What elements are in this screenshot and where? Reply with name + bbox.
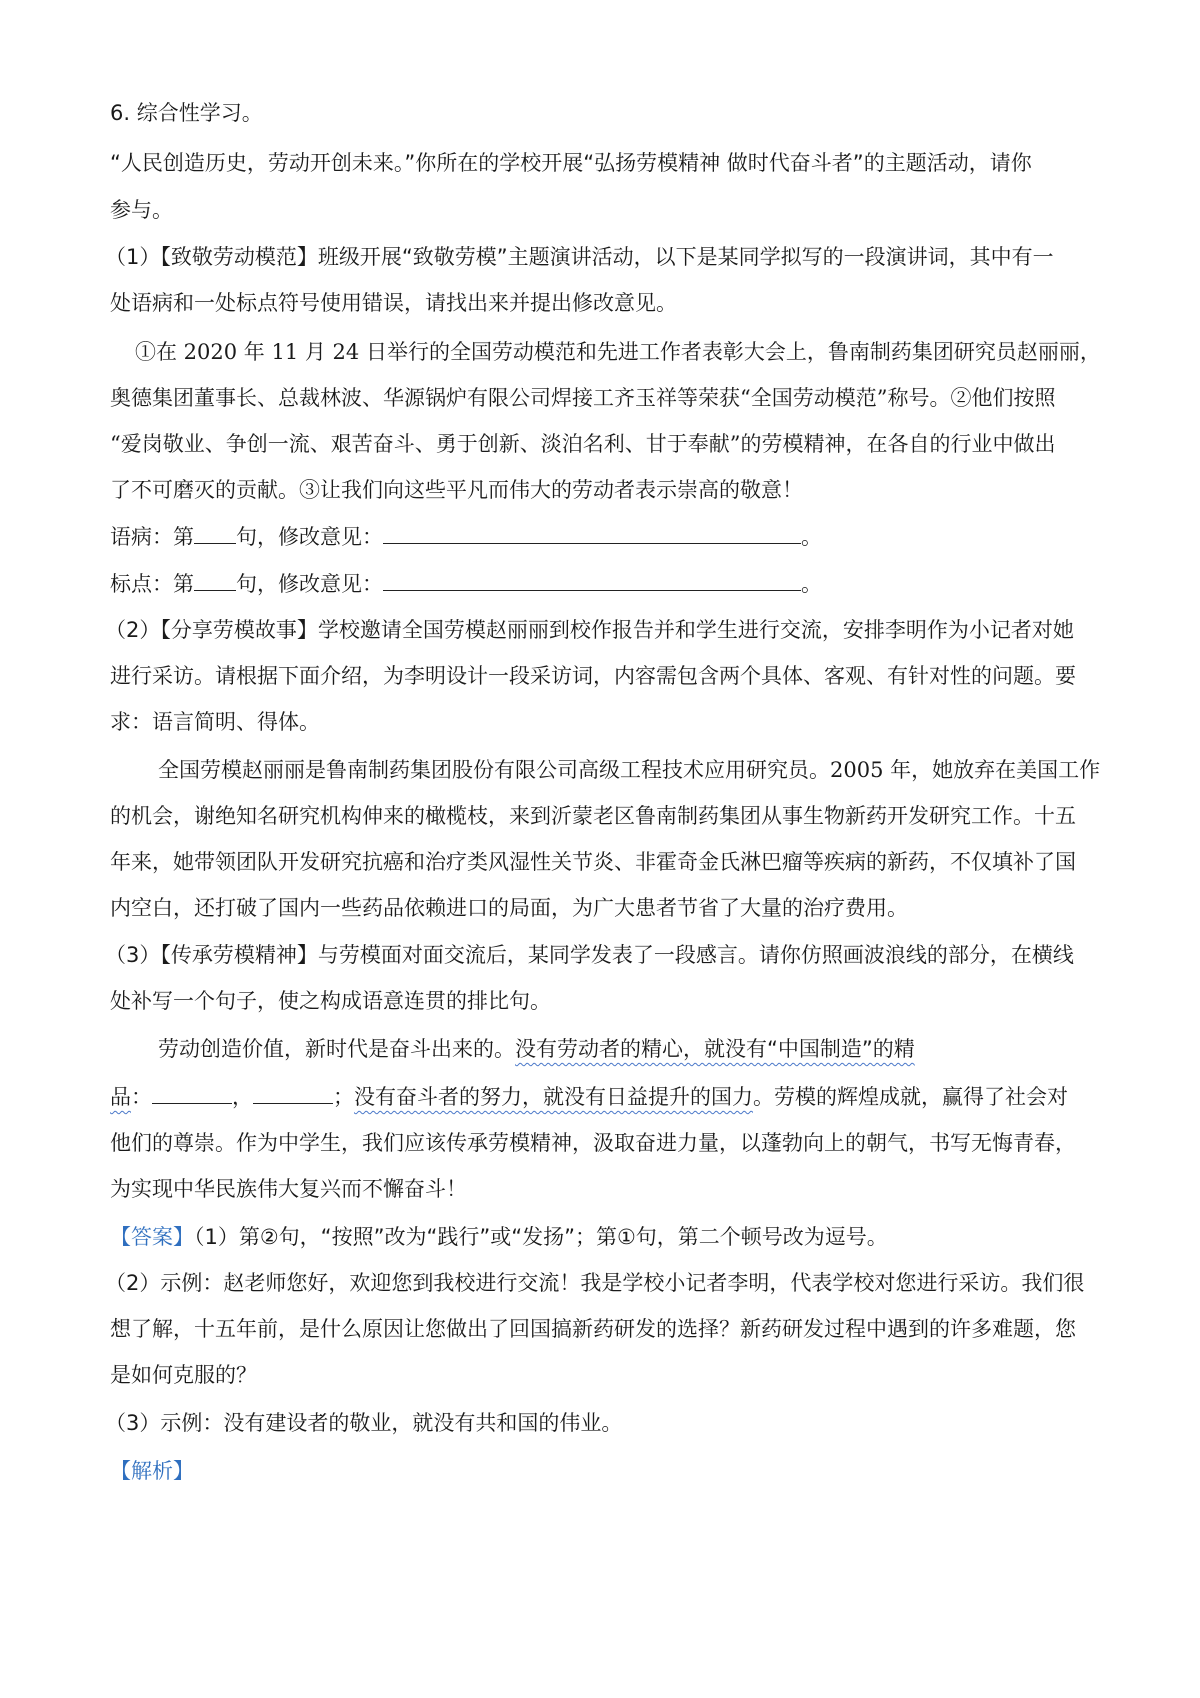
punct-sentence-blank[interactable] bbox=[194, 570, 236, 591]
fill-grammar-row bbox=[110, 522, 822, 552]
wavy-underlined-sentence-1: 没有劳动者的精心，就没有“中国制造”的精 bbox=[515, 1037, 915, 1061]
question-heading: 6. 综合性学习。 bbox=[110, 101, 263, 125]
fill-punct-label: 标点：第 bbox=[110, 572, 194, 596]
answer-tag: 【答案】 bbox=[110, 1225, 194, 1249]
intro-line-1: “人民创造历史，劳动开创未来。”你所在的学校开展“弘扬劳模精神 做时代奋斗者”的主题活动，请你 bbox=[110, 151, 1032, 175]
fill-punct-row bbox=[110, 569, 822, 599]
part3-prompt-line-1: （3）【传承劳模精神】与劳模面对面交流后，某同学发表了一段感言。请你仿照画波浪线的部分，在横线 bbox=[105, 943, 1074, 967]
part1-passage-line-1: ①在 2020 年 11 月 24 日举行的全国劳动模范和先进工作者表彰大会上，鲁南制药集团研究员赵丽丽， bbox=[135, 340, 1101, 364]
answer-part-1: （1）第②句，“按照”改为“践行”或“发扬”；第①句，第二个顿号改为逗号。 bbox=[194, 1225, 888, 1249]
intro-line-2: 参与。 bbox=[110, 198, 173, 222]
part3-text-line-3: 他们的尊崇。作为中学生，我们应该传承劳模精神，汲取奋进力量，以蓬勃向上的朝气，书写无悔青春， bbox=[110, 1131, 1076, 1155]
part1-passage-line-2: 奥德集团董事长、总裁林波、华源锅炉有限公司焊接工齐玉祥等荣获“全国劳动模范”称号。②他们按照 bbox=[110, 386, 1056, 410]
punct-suggestion-blank[interactable] bbox=[383, 570, 801, 591]
part3-text-line-1 bbox=[158, 1034, 915, 1064]
part2-passage-line-1: 全国劳模赵丽丽是鲁南制药集团股份有限公司高级工程技术应用研究员。2005 年，她放弃在美国工作 bbox=[158, 758, 1101, 782]
wavy-underlined-sentence-2: 没有奋斗者的努力，就没有日益提升的国力 bbox=[354, 1085, 753, 1109]
part3-plain-text: 劳动创造价值，新时代是奋斗出来的。 bbox=[158, 1037, 515, 1061]
part3-line-2-tail: 。劳模的辉煌成就，赢得了社会对 bbox=[753, 1085, 1068, 1109]
part3-text-line-4: 为实现中华民族伟大复兴而不懈奋斗！ bbox=[110, 1177, 467, 1201]
part1-passage-line-4: 了不可磨灭的贡献。③让我们向这些平凡而伟大的劳动者表示崇高的敬意！ bbox=[110, 478, 803, 502]
answer-part-2-line-1: （2）示例：赵老师您好，欢迎您到我校进行交流！我是学校小记者李明，代表学校对您进行采访。我们很 bbox=[105, 1271, 1085, 1295]
fill-punct-mid: 句，修改意见： bbox=[236, 572, 383, 596]
answer-part-3: （3）示例：没有建设者的敬业，就没有共和国的伟业。 bbox=[105, 1411, 623, 1435]
answer-part-2-line-2: 想了解，十五年前，是什么原因让您做出了回国搞新药研发的选择？新药研发过程中遇到的许多难题，您 bbox=[110, 1317, 1076, 1341]
grammar-sentence-blank[interactable] bbox=[194, 523, 236, 544]
part1-passage-line-3: “爱岗敬业、争创一流、艰苦奋斗、勇于创新、淡泊名利、甘于奉献”的劳模精神，在各自的行业中做出 bbox=[110, 432, 1056, 456]
part2-prompt-line-2: 进行采访。请根据下面介绍，为李明设计一段采访词，内容需包含两个具体、客观、有针对性的问题。要 bbox=[110, 664, 1076, 688]
colon: ： bbox=[131, 1085, 152, 1109]
fill-blank-2[interactable] bbox=[253, 1083, 333, 1104]
answer-part-2-line-3: 是如何克服的？ bbox=[110, 1363, 257, 1387]
part1-prompt-line-1: （1）【致敬劳动模范】班级开展“致敬劳模”主题演讲活动，以下是某同学拟写的一段演讲词，其中有一 bbox=[105, 245, 1054, 269]
part2-passage-line-2: 的机会，谢绝知名研究机构伸来的橄榄枝，来到沂蒙老区鲁南制药集团从事生物新药开发研究工作。十五 bbox=[110, 804, 1076, 828]
part2-passage-line-4: 内空白，还打破了国内一些药品依赖进口的局面，为广大患者节省了大量的治疗费用。 bbox=[110, 896, 908, 920]
part2-passage-line-3: 年来，她带领团队开发研究抗癌和治疗类风湿性关节炎、非霍奇金氏淋巴瘤等疾病的新药，不仅填补了国 bbox=[110, 850, 1076, 874]
fill-punct-end: 。 bbox=[801, 572, 822, 596]
grammar-suggestion-blank[interactable] bbox=[383, 523, 801, 544]
semicolon: ； bbox=[333, 1085, 354, 1109]
fill-grammar-end: 。 bbox=[801, 525, 822, 549]
comma: ， bbox=[232, 1085, 253, 1109]
fill-grammar-label: 语病：第 bbox=[110, 525, 194, 549]
part2-prompt-line-3: 求：语言简明、得体。 bbox=[110, 710, 320, 734]
part2-prompt-line-1: （2）【分享劳模故事】学校邀请全国劳模赵丽丽到校作报告并和学生进行交流，安排李明作为小记者对她 bbox=[105, 618, 1074, 642]
answer-line-1 bbox=[110, 1222, 888, 1252]
fill-grammar-mid: 句，修改意见： bbox=[236, 525, 383, 549]
part3-prompt-line-2: 处补写一个句子，使之构成语意连贯的排比句。 bbox=[110, 989, 551, 1013]
fill-blank-1[interactable] bbox=[152, 1083, 232, 1104]
wavy-underlined-sentence-1-end: 品 bbox=[110, 1085, 131, 1109]
part1-prompt-line-2: 处语病和一处标点符号使用错误，请找出来并提出修改意见。 bbox=[110, 291, 677, 315]
part3-text-line-2 bbox=[110, 1082, 1068, 1112]
analysis-tag: 【解析】 bbox=[110, 1459, 194, 1483]
